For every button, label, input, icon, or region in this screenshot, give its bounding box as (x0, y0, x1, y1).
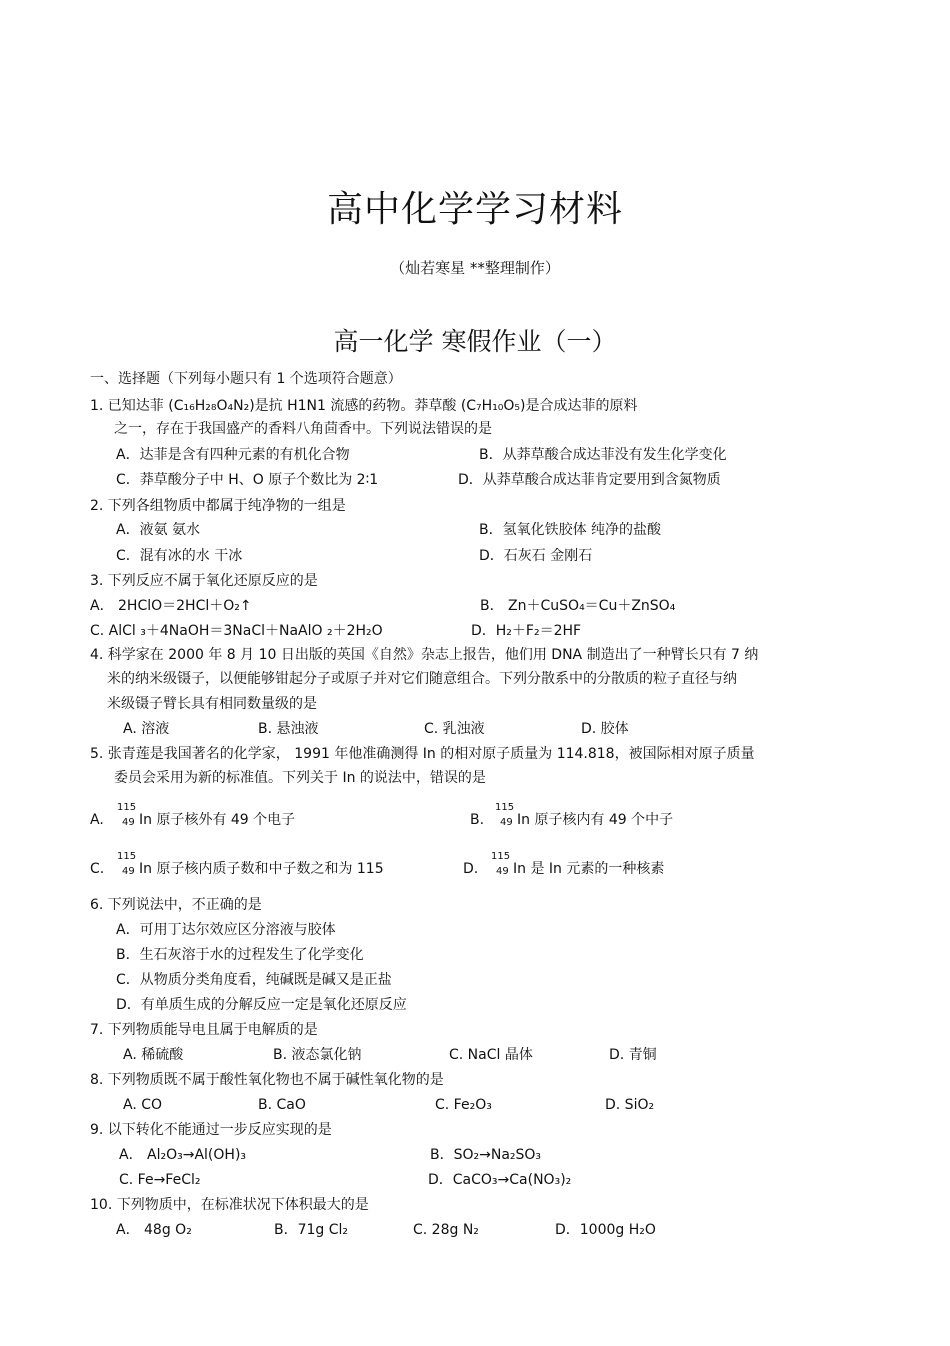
q1-stem-line1: 1. 已知达菲 (C₁₆H₂₈O₄N₂)是抗 H1N1 流感的药物。莽草酸 (C₇H₁₀O₅)是合成达菲的原料 (90, 398, 638, 414)
q9-option-b: B．SO₂→Na₂SO₃ (430, 1147, 542, 1163)
q5-a-mass-number: 115 (117, 802, 137, 813)
q4-option-b: B. 悬浊液 (258, 721, 319, 737)
q1-option-a: A．达菲是含有四种元素的有机化合物 (116, 447, 350, 463)
q3-option-d: D．H₂＋F₂＝2HF (471, 623, 582, 639)
q8-option-d: D. SiO₂ (605, 1097, 655, 1113)
q10-option-c: C. 28g N₂ (413, 1222, 479, 1238)
q1-option-d: D．从莽草酸合成达菲肯定要用到含氮物质 (458, 472, 721, 488)
q1-option-c: C．莽草酸分子中 H、O 原子个数比为 2∶1 (116, 472, 379, 488)
q6-option-c: C．从物质分类角度看，纯碱既是碱又是正盐 (116, 972, 392, 988)
q4-stem-line1: 4. 科学家在 2000 年 8 月 10 日出版的英国《自然》杂志上报告，他们用 DNA 制造出了一种臂长只有 7 纳 (90, 647, 759, 663)
q7-option-a: A. 稀硫酸 (123, 1047, 184, 1063)
q10-option-d: D．1000g H₂O (555, 1222, 656, 1238)
section-heading: 一、选择题（下列每小题只有 1 个选项符合题意） (90, 371, 402, 387)
q5-option-d-label: D. (463, 861, 479, 877)
q5-option-c-label: C. (90, 861, 105, 877)
q4-option-a: A. 溶液 (123, 721, 170, 737)
q3-option-a: A． 2HClO＝2HCl＋O₂↑ (90, 598, 252, 614)
q7-stem: 7. 下列物质能导电且属于电解质的是 (90, 1022, 318, 1038)
q2-option-d: D．石灰石 金刚石 (479, 548, 593, 564)
q5-b-atomic-number: 49 (500, 817, 513, 828)
q9-option-d: D．CaCO₃→Ca(NO₃)₂ (428, 1172, 572, 1188)
q8-option-c: C. Fe₂O₃ (435, 1097, 492, 1113)
q9-stem: 9. 以下转化不能通过一步反应实现的是 (90, 1122, 332, 1138)
q8-option-b: B. CaO (258, 1097, 306, 1113)
q5-option-b-label: B. (470, 812, 485, 828)
q5-c-mass-number: 115 (117, 851, 137, 862)
q3-stem: 3. 下列反应不属于氧化还原反应的是 (90, 573, 318, 589)
q6-option-a: A．可用丁达尔效应区分溶液与胶体 (116, 922, 336, 938)
q5-stem-line2: 委员会采用为新的标准值。下列关于 In 的说法中，错误的是 (114, 770, 486, 786)
q2-option-b: B．氢氧化铁胶体 纯净的盐酸 (479, 522, 662, 538)
q5-option-d: In 是 In 元素的一种核素 (513, 861, 665, 877)
q4-stem-line2: 米的纳米级镊子，以便能够钳起分子或原子并对它们随意组合。下列分散系中的分散质的粒子直径与纳 (107, 671, 737, 687)
q6-option-d: D．有单质生成的分解反应一定是氧化还原反应 (116, 997, 407, 1013)
q5-a-atomic-number: 49 (122, 817, 135, 828)
q5-option-b: In 原子核内有 49 个中子 (517, 812, 674, 828)
q2-stem: 2. 下列各组物质中都属于纯净物的一组是 (90, 498, 346, 514)
q5-c-atomic-number: 49 (122, 866, 135, 877)
exam-title: 高一化学 寒假作业（一） (333, 327, 617, 356)
q9-option-a: A． Al₂O₃→Al(OH)₃ (119, 1147, 247, 1163)
q2-option-c: C．混有冰的水 干冰 (116, 548, 243, 564)
q8-option-a: A. CO (123, 1097, 163, 1113)
q1-stem-line2: 之一，存在于我国盛产的香料八角茴香中。下列说法错误的是 (114, 421, 492, 437)
q10-option-a: A． 48g O₂ (116, 1222, 192, 1238)
document-title: 高中化学学习材料 (326, 189, 623, 230)
q5-d-atomic-number: 49 (496, 866, 509, 877)
q3-option-b: B． Zn＋CuSO₄＝Cu＋ZnSO₄ (480, 598, 676, 614)
q6-option-b: B．生石灰溶于水的过程发生了化学变化 (116, 947, 364, 963)
q5-d-mass-number: 115 (491, 851, 511, 862)
q5-option-a: In 原子核外有 49 个电子 (139, 812, 296, 828)
q1-option-b: B．从莽草酸合成达菲没有发生化学变化 (479, 447, 727, 463)
q10-stem: 10. 下列物质中，在标准状况下体积最大的是 (90, 1197, 369, 1213)
q7-option-c: C. NaCl 晶体 (449, 1047, 533, 1063)
q6-stem: 6. 下列说法中，不正确的是 (90, 897, 262, 913)
q5-stem-line1: 5. 张青莲是我国著名的化学家， 1991 年他准确测得 In 的相对原子质量为 114.818，被国际相对原子质量 (90, 746, 755, 762)
q4-stem-line3: 米级镊子臂长具有相同数量级的是 (107, 696, 317, 712)
q5-option-a-label: A. (90, 812, 104, 828)
q9-option-c: C. Fe→FeCl₂ (119, 1172, 201, 1188)
q4-option-c: C. 乳浊液 (424, 721, 485, 737)
q7-option-d: D. 青铜 (609, 1047, 657, 1063)
q5-b-mass-number: 115 (495, 802, 515, 813)
q3-option-c: C. AlCl ₃＋4NaOH＝3NaCl＋NaAlO ₂＋2H₂O (90, 623, 383, 639)
document-subtitle: （灿若寒星 **整理制作） (390, 259, 560, 277)
q2-option-a: A．液氨 氨水 (116, 522, 201, 538)
q7-option-b: B. 液态氯化钠 (273, 1047, 362, 1063)
q10-option-b: B．71g Cl₂ (274, 1222, 349, 1238)
q5-option-c: In 原子核内质子数和中子数之和为 115 (139, 861, 384, 877)
q4-option-d: D. 胶体 (581, 721, 629, 737)
q8-stem: 8. 下列物质既不属于酸性氧化物也不属于碱性氧化物的是 (90, 1072, 444, 1088)
